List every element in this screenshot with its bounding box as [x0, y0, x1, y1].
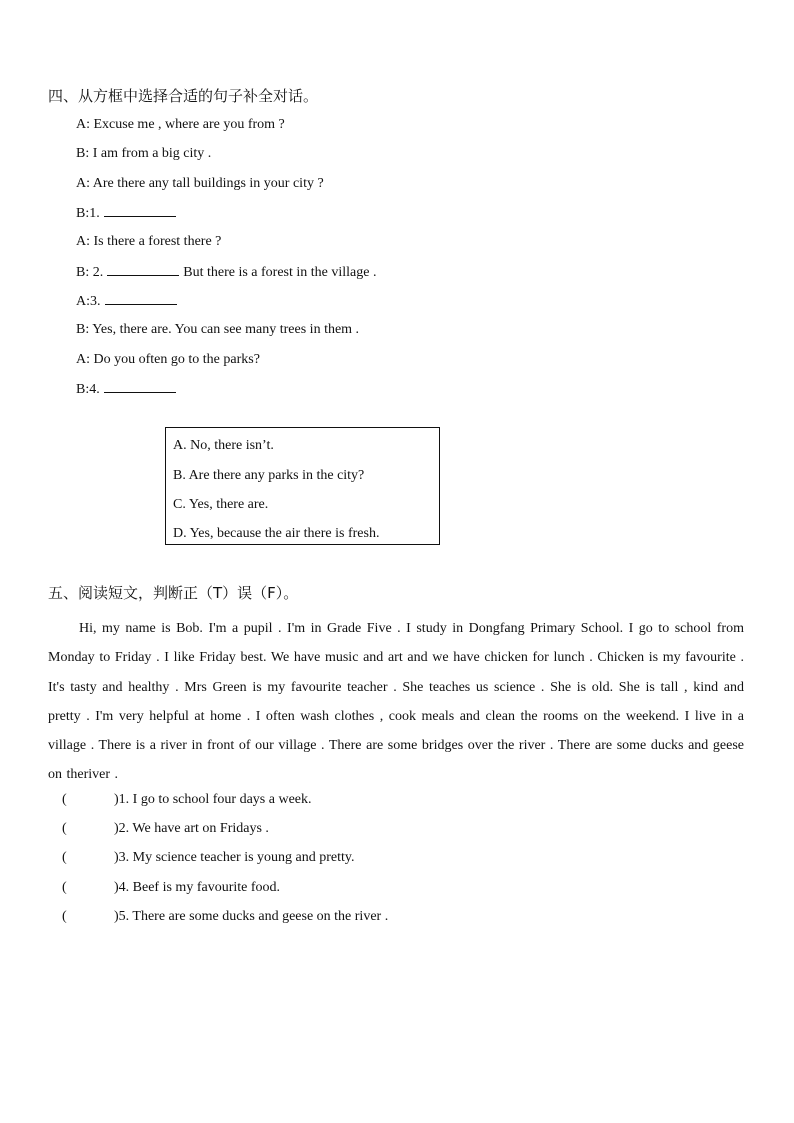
answer-paren-2[interactable]: (: [62, 821, 67, 836]
option-d: D. Yes, because the air there is fresh.: [173, 526, 380, 541]
question-3: [62, 848, 355, 868]
dialogue-line-5: A: Is there a forest there ?: [76, 234, 222, 249]
dialogue-line-6-label: B: 2.: [76, 265, 104, 280]
question-1: [62, 790, 312, 810]
options-box: [165, 427, 440, 545]
answer-paren-1[interactable]: (: [62, 792, 67, 807]
answer-blank-1[interactable]: [104, 203, 176, 217]
option-b: B. Are there any parks in the city?: [173, 468, 365, 483]
dialogue-line-1: A: Excuse me , where are you from ?: [76, 117, 285, 132]
dialogue-line-8: B: Yes, there are. You can see many trees in them .: [76, 322, 360, 337]
question-5: [62, 907, 388, 927]
option-a: A. No, there isn’t.: [173, 438, 274, 453]
question-3-text: )3. My science teacher is young and pretty.: [114, 850, 355, 865]
dialogue-line-3: A: Are there any tall buildings in your city ?: [76, 176, 324, 191]
dialogue-line-7: [76, 291, 177, 312]
dialogue-line-10-label: B:4.: [76, 382, 100, 397]
dialogue-line-4: [76, 203, 176, 224]
question-2-text: )2. We have art on Fridays .: [114, 821, 269, 836]
answer-paren-3[interactable]: (: [62, 850, 67, 865]
dialogue-line-9: A: Do you often go to the parks?: [76, 352, 260, 367]
answer-blank-3[interactable]: [105, 291, 177, 305]
question-4: [62, 878, 280, 898]
section5-title: 五、阅读短文，判断正（T）误（F）。: [48, 584, 299, 602]
question-4-text: )4. Beef is my favourite food.: [114, 880, 281, 895]
reading-passage: Hi, my name is Bob. I'm a pupil . I'm in Grade Five . I study in Dongfang Primary School. I go to school from Monday to Friday . I like Friday best. We have music and art and we have chicken for lunch . Chicken is my favourite . It's tasty and healthy . Mrs Green is my favourite teacher . She teaches us science . She is old. She is tall , kind and pretty . I'm very helpful at home . I often wash clothes , cook meals and clean the rooms on the weekend. I live in a village . There is a river in front of our village . There are some bridges over the river . There are some ducks and geese on theriver .: [48, 621, 744, 783]
answer-paren-4[interactable]: (: [62, 880, 67, 895]
dialogue-line-10: [76, 379, 176, 400]
question-2: [62, 819, 269, 839]
dialogue-line-6-text: But there is a forest in the village .: [183, 265, 377, 280]
question-5-text: )5. There are some ducks and geese on the river .: [114, 909, 389, 924]
section4-title: 四、从方框中选择合适的句子补全对话。: [48, 87, 319, 105]
option-c: C. Yes, there are.: [173, 497, 269, 512]
dialogue-line-2: B: I am from a big city .: [76, 146, 212, 161]
answer-blank-4[interactable]: [104, 379, 176, 393]
dialogue-line-7-label: A:3.: [76, 294, 101, 309]
dialogue-line-4-label: B:1.: [76, 206, 100, 221]
answer-paren-5[interactable]: (: [62, 909, 67, 924]
question-1-text: )1. I go to school four days a week.: [114, 792, 312, 807]
dialogue-line-6: [76, 262, 376, 283]
answer-blank-2[interactable]: [107, 262, 179, 276]
